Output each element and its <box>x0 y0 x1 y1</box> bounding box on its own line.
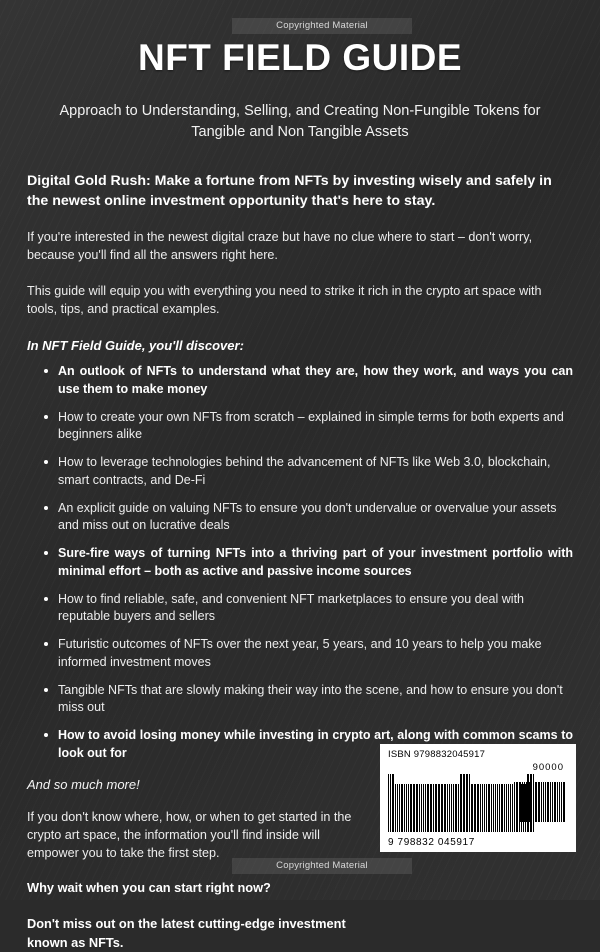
barcode-bars-main <box>388 774 535 832</box>
barcode-addon-number: 90000 <box>532 762 564 773</box>
lead-paragraph: Digital Gold Rush: Make a fortune from NFTs by investing wisely and safely in the newest online investment opportunity that's here to stay. <box>27 172 552 209</box>
copyright-watermark-top: Copyrighted Material <box>232 18 412 34</box>
list-item: An explicit guide on valuing NFTs to ensure you don't undervalue or overvalue your assets and miss out on lucrative deals <box>44 500 573 536</box>
call-to-action-1: Why wait when you can start right now? <box>27 880 271 896</box>
isbn-label: ISBN 9798832045917 <box>388 749 486 760</box>
list-item: How to find reliable, safe, and convenient NFT marketplaces to ensure you deal with reputable buyers and sellers <box>44 591 573 627</box>
list-item: Futuristic outcomes of NFTs over the next year, 5 years, and 10 years to help you make informed investment moves <box>44 636 573 672</box>
feature-list <box>24 363 576 763</box>
discover-heading: In NFT Field Guide, you'll discover: <box>27 338 244 354</box>
body-paragraph-1: If you're interested in the newest digital craze but have no clue where to start – don't worry, because you'll find all the answers right here. <box>27 230 533 263</box>
body-paragraph-2: This guide will equip you with everything you need to strike it rich in the crypto art space with tools, tips, and practical examples. <box>27 283 542 316</box>
list-item: Sure-fire ways of turning NFTs into a thriving part of your investment portfolio with minimal effort – both as active and passive income sources <box>44 545 573 581</box>
call-to-action-2: Don't miss out on the latest cutting-edge investment known as NFTs. <box>27 916 346 950</box>
list-item: How to avoid losing money while investing in crypto art, along with common scams to look out for <box>44 727 573 763</box>
list-item: Tangible NFTs that are slowly making their way into the scene, and how to ensure you don't miss out <box>44 682 573 718</box>
page-title: NFT FIELD GUIDE <box>137 37 463 78</box>
barcode-bars-addon <box>514 774 566 822</box>
so-much-more-text: And so much more! <box>27 776 140 792</box>
list-item: An outlook of NFTs to understand what they are, how they work, and ways you can use them to make money <box>44 363 573 399</box>
barcode-digits: 9 798832 045917 <box>388 837 475 848</box>
closing-paragraph: If you don't know where, how, or when to get started in the crypto art space, the information you'll find inside will empower you to take the first step. <box>27 809 352 861</box>
isbn-barcode <box>380 744 576 852</box>
book-subtitle: Approach to Understanding, Selling, and Creating Non-Fungible Tokens for Tangible and Non Tangible Assets <box>59 102 541 140</box>
list-item: How to leverage technologies behind the advancement of NFTs like Web 3.0, blockchain, smart contracts, and De-Fi <box>44 454 573 490</box>
copyright-watermark-bottom: Copyrighted Material <box>232 858 412 874</box>
list-item: How to create your own NFTs from scratch – explained in simple terms for both experts and beginners alike <box>44 409 573 445</box>
